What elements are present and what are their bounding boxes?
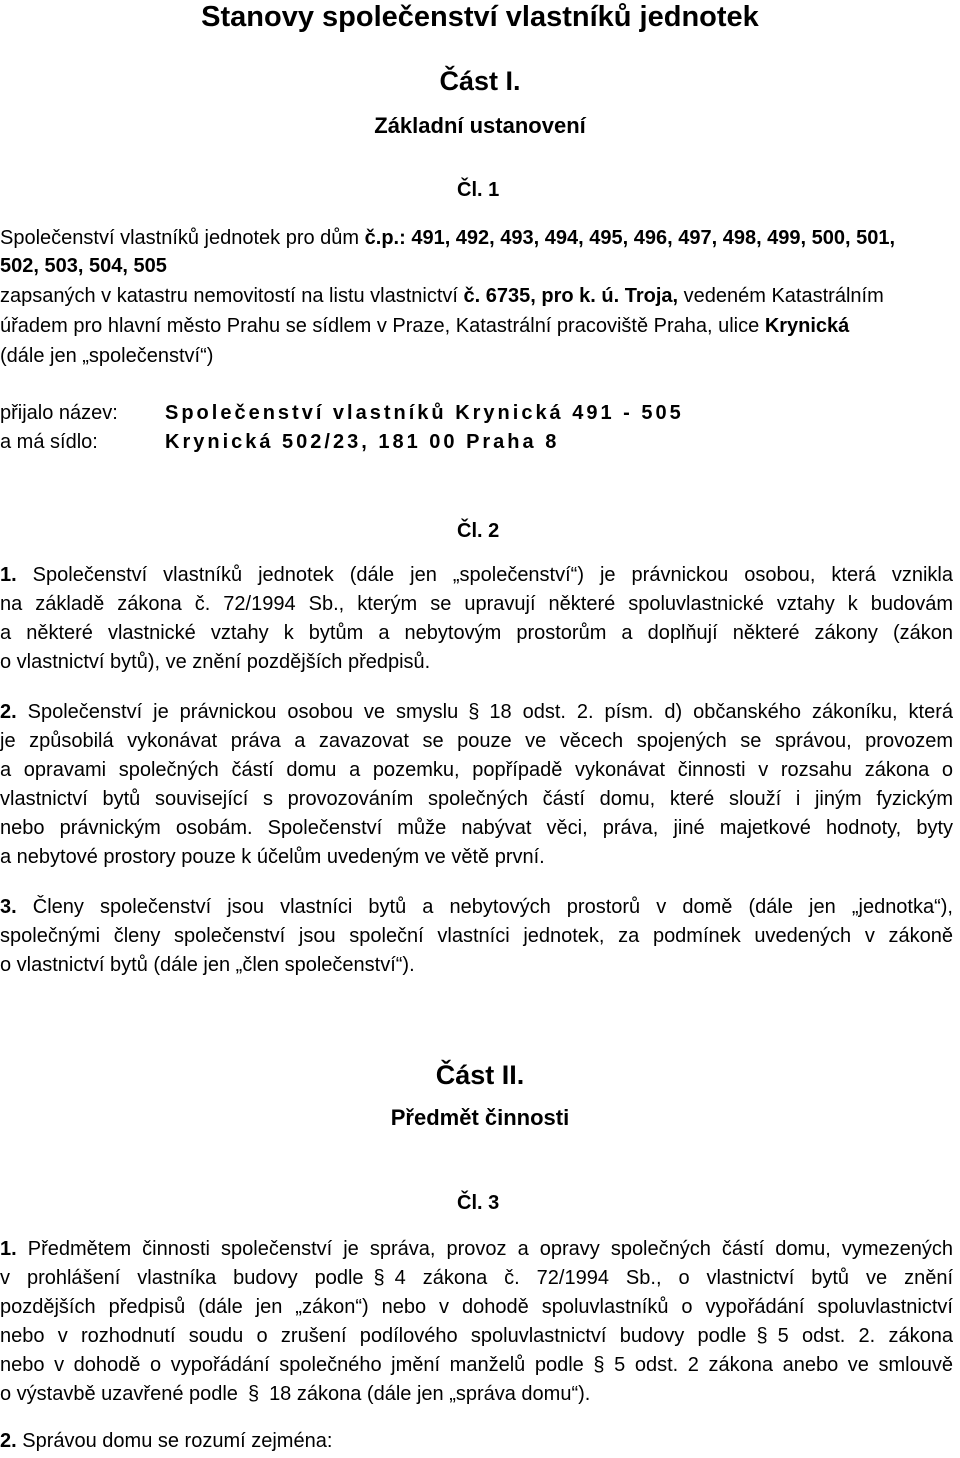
text: o výstavbě uzavřené podle [0, 1383, 238, 1405]
part-1-heading: Část I. [439, 66, 521, 96]
document-title: Stanovy společenství vlastníků jednotek [201, 1, 759, 33]
association-seat: Krynická 502/23, 181 00 Praha 8 [165, 431, 560, 453]
paragraph-number: 2. [0, 1430, 17, 1452]
house-numbers: č.p.: 491, 492, 493, 494, 495, 496, 497, 498, 499, 500, 501, [364, 227, 896, 249]
article-2-p2-line-3: a opravami společných částí domu a pozemku, popřípadě vykonávat činnosti v rozsahu zákona o [0, 759, 953, 781]
article-2-p1-line-1 [0, 562, 953, 588]
article-1-heading: Čl. 1 [457, 179, 500, 201]
article-1-line-3 [0, 283, 884, 309]
text: v prohlášení vlastníka budovy podle [0, 1267, 364, 1289]
article-3-p1-line-6 [0, 1381, 590, 1407]
text: Správou domu se rozumí zejména: [16, 1430, 333, 1452]
article-2-p3-line-2: společnými členy společenství jsou společní vlastníci jednotek, za podmínek uvedených v zákoně [0, 925, 953, 947]
text: 4 zákona č. 72/1994 Sb., o vlastnictví bytů ve znění [394, 1267, 953, 1289]
article-2-p2-line-4: vlastnictví bytů související s provozováním společných částí domu, které slouží i jiným fyzickým [0, 788, 953, 810]
text: 5 odst. 2. zákona [777, 1325, 953, 1347]
text: Předmětem činnosti společenství je správa, provoz a opravy společných částí domu, vymezených [16, 1238, 953, 1260]
article-3-p1-line-4 [0, 1323, 953, 1349]
text: Společenství vlastníků jednotek pro dům [0, 227, 365, 249]
section-sign: § [247, 1383, 260, 1405]
article-2-p1-line-3: a některé vlastnické vztahy k bytům a nebytovým prostorům a doplňují některé zákony (zákon [0, 622, 953, 644]
article-1-line-4 [0, 313, 849, 339]
text: Společenství vlastníků jednotek (dále jen „společenství“) je právnickou osobou, která vznikla [16, 564, 953, 586]
article-1-line-2: 502, 503, 504, 505 [0, 255, 167, 277]
text: Společenství je právnickou osobou ve smyslu [16, 701, 459, 723]
paragraph-number: 3. [0, 896, 17, 918]
paragraph-number: 2. [0, 701, 17, 723]
article-2-p3-line-3: o vlastnictví bytů (dále jen „člen společenství“). [0, 954, 415, 976]
article-3-p1-line-3: pozdějších předpisů (dále jen „zákon“) nebo v dohodě spoluvlastníků o vypořádání spoluvlastnictví [0, 1296, 953, 1318]
text: vedeném Katastrálním [678, 285, 884, 307]
text: zapsaných v katastru nemovitostí na listu vlastnictví [0, 285, 464, 307]
article-2-p2-line-1 [0, 699, 953, 725]
article-2-p2-line-2: je způsobilá vykonávat práva a zavazovat se pouze ve věcech spojených se správou, provozem [0, 730, 953, 752]
part-2-subheading: Předmět činnosti [390, 1105, 570, 1130]
name-label: přijalo název: [0, 402, 118, 424]
article-3-p1-line-1 [0, 1236, 953, 1262]
article-3-p1-line-2 [0, 1265, 953, 1291]
article-3-p2-line-1 [0, 1428, 332, 1454]
article-2-p2-line-6: a nebytové prostory pouze k účelům uvedeným ve větě první. [0, 846, 545, 868]
cadastre-number: č. 6735, pro k. ú. Troja, [463, 285, 679, 307]
text: , kterým se upravují některé spoluvlastnické vztahy k budovám [338, 593, 953, 615]
text: úřadem pro hlavní město Prahu se sídlem v Praze, Katastrální pracoviště Praha, ulice [0, 315, 765, 337]
street-name: Krynická [764, 315, 850, 337]
association-name: Společenství vlastníků Krynická 491 - 505 [165, 402, 684, 424]
seat-label: a má sídlo: [0, 431, 98, 453]
article-2-heading: Čl. 2 [457, 520, 500, 542]
part-1-subheading: Základní ustanovení [374, 113, 586, 138]
text: na základě zákona č. 72/1994 Sb. [0, 593, 339, 615]
text: 18 odst. 2. písm. d) občanského zákoníku, která [489, 701, 953, 723]
paragraph-number: 1. [0, 1238, 17, 1260]
article-3-p1-line-5: nebo v dohodě o vypořádání společného jmění manželů podle § 5 odst. 2 zákona anebo ve smlouvě [0, 1354, 953, 1376]
text: nebo v rozhodnutí soudu o zrušení podílového spoluvlastnictví budovy podle [0, 1325, 747, 1347]
article-3-heading: Čl. 3 [457, 1192, 500, 1214]
article-2-p2-line-5: nebo právnickým osobám. Společenství může nabývat věci, práva, jiné majetkové hodnoty, byty [0, 817, 953, 839]
article-2-p1-line-2 [0, 591, 953, 617]
article-2-p3-line-1 [0, 894, 953, 920]
article-1-line-1 [0, 225, 895, 251]
paragraph-number: 1. [0, 564, 17, 586]
article-1-line-5: (dále jen „společenství“) [0, 345, 214, 367]
text: 18 zákona (dále jen „správa domu“). [269, 1383, 591, 1405]
section-sign: § [756, 1325, 768, 1347]
section-sign: § [468, 701, 480, 723]
section-sign: § [373, 1267, 385, 1289]
text: Členy společenství jsou vlastníci bytů a nebytových prostorů v domě (dále jen „jednotka“), [16, 896, 953, 918]
article-2-p1-line-4: o vlastnictví bytů), ve znění pozdějších předpisů. [0, 651, 431, 673]
part-2-heading: Část II. [435, 1060, 525, 1090]
